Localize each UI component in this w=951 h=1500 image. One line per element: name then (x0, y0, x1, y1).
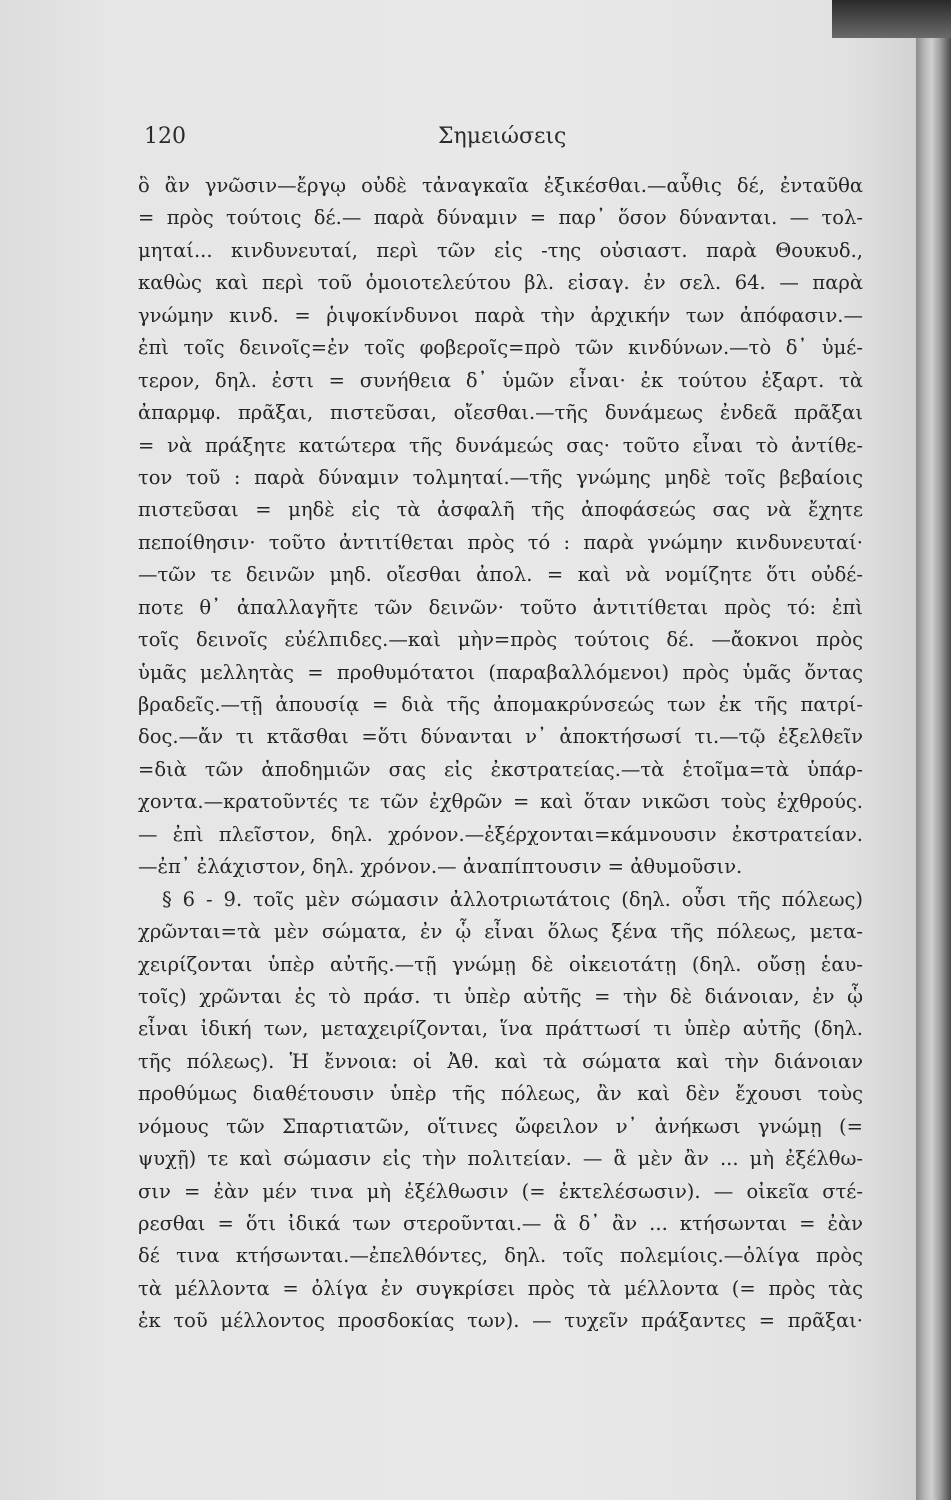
text-line: = νὰ πράξητε κατώτερα τῆς δυνάμεώς σας· τοῦτο εἶναι τὸ ἀντίθε- (138, 433, 863, 457)
text-line: ποτε θ᾽ ἀπαλλαγῆτε τῶν δεινῶν· τοῦτο ἀντιτίθεται πρὸς τό: ἐπὶ (138, 595, 863, 619)
text-line: ὃ ἂν γνῶσιν—ἔργῳ οὐδὲ τἀναγκαῖα ἐξικέσθαι.—αὖθις δέ, ἐνταῦθα (138, 174, 863, 197)
text-line: μηταί... κινδυνευταί, περὶ τῶν εἰς -της οὐσιαστ. παρὰ Θουκυδ., (138, 238, 863, 262)
text-line: =διὰ τῶν ἀποδημιῶν σας εἰς ἐκστρατείας.—τὰ ἑτοῖμα=τὰ ὑπάρ- (138, 757, 863, 781)
page-number: 120 (144, 124, 186, 149)
text-line: —τῶν τε δεινῶν μηδ. οἴεσθαι ἀπολ. = καὶ νὰ νομίζητε ὅτι οὐδέ- (138, 563, 863, 587)
text-line: § 6 - 9. τοῖς μὲν σώμασιν ἀλλοτριωτάτοις (δηλ. οὖσι τῆς πόλεως) (162, 887, 863, 911)
running-title: Σημειώσεις (438, 124, 567, 149)
text-line: δέ τινα κτήσωνται.—ἐπελθόντες, δηλ. τοῖς πολεμίοις.—ὀλίγα πρὸς (138, 1244, 863, 1268)
text-line: πιστεῦσαι = μηδὲ εἰς τὰ ἀσφαλῆ τῆς ἀποφάσεώς σας νὰ ἔχητε (138, 498, 863, 522)
text-line: δος.—ἄν τι κτᾶσθαι =ὅτι δύνανται ν᾽ ἀποκτήσωσί τι.—τῷ ἐξελθεῖν (138, 725, 863, 749)
text-line: τον τοῦ : παρὰ δύναμιν τολμηταί.—τῆς γνώμης μηδὲ τοῖς βεβαίοις (138, 465, 863, 489)
body-text (138, 170, 863, 1338)
text-line: νόμους τῶν Σπαρτιατῶν, οἵτινες ὤφειλον ν᾽ ἀνήκωσι γνώμῃ (= (138, 1114, 863, 1138)
scan-shadow (832, 0, 951, 38)
text-line: ρεσθαι = ὅτι ἰδικά των στεροῦνται.— ἃ δ᾽ ἂν ... κτήσωνται = ἐὰν (138, 1212, 863, 1235)
text-line: ψυχῇ) τε καὶ σώμασιν εἰς τὴν πολιτείαν. — ἃ μὲν ἂν ... μὴ ἐξέλθω- (138, 1147, 863, 1171)
running-head (138, 118, 863, 158)
text-line: τὰ μέλλοντα = ὀλίγα ἐν συγκρίσει πρὸς τὰ μέλλοντα (= πρὸς τὰς (138, 1276, 863, 1300)
text-line: χοντα.—κρατοῦντές τε τῶν ἐχθρῶν = καὶ ὅταν νικῶσι τοὺς ἐχθρούς. (138, 790, 863, 814)
text-line: καθὼς καὶ περὶ τοῦ ὁμοιοτελεύτου βλ. εἰσαγ. ἐν σελ. 64. — παρὰ (138, 271, 863, 295)
text-line: χρῶνται=τὰ μὲν σώματα, ἐν ᾧ εἶναι ὅλως ξένα τῆς πόλεως, μετα- (138, 920, 863, 944)
next-page-edge (916, 0, 951, 1500)
text-line: τοῖς δεινοῖς εὐέλπιδες.—καὶ μὴν=πρὸς τούτοις δέ. —ἄοκνοι πρὸς (138, 628, 863, 652)
text-line: τοῖς) χρῶνται ἐς τὸ πράσ. τι ὑπὲρ αὐτῆς = τὴν δὲ διάνοιαν, ἐν ᾧ (138, 984, 863, 1008)
text-line: = πρὸς τούτοις δέ.— παρὰ δύναμιν = παρ᾽ ὅσον δύνανται. — τολ- (138, 206, 863, 230)
text-line: —ἐπ᾽ ἐλάχιστον, δηλ. χρόνον.— ἀναπίπτουσιν = ἀθυμοῦσιν. (138, 855, 743, 879)
text-line: χειρίζονται ὑπὲρ αὐτῆς.—τῇ γνώμῃ δὲ οἰκειοτάτῃ (δηλ. οὔσῃ ἑαυ- (138, 952, 863, 976)
text-line: πεποίθησιν· τοῦτο ἀντιτίθεται πρὸς τό : παρὰ γνώμην κινδυνευταί· (138, 530, 863, 554)
text-line: τερον, δηλ. ἐστι = συνήθεια δ᾽ ὑμῶν εἶναι· ἐκ τούτου ἐξαρτ. τὰ (138, 368, 863, 392)
text-line: εἶναι ἰδική των, μεταχειρίζονται, ἵνα πράττωσί τι ὑπὲρ αὐτῆς (δηλ. (138, 1017, 863, 1041)
text-line: ἐπὶ τοῖς δεινοῖς=ἐν τοῖς φοβεροῖς=πρὸ τῶν κινδύνων.—τὸ δ᾽ ὑμέ- (138, 336, 863, 360)
text-line: βραδεῖς.—τῇ ἀπουσίᾳ = διὰ τῆς ἀπομακρύνσεώς των ἐκ τῆς πατρί- (138, 693, 863, 716)
text-line: — ἐπὶ πλεῖστον, δηλ. χρόνον.—ἐξέρχονται=κάμνουσιν ἐκστρατείαν. (138, 822, 863, 846)
text-line: προθύμως διαθέτουσιν ὑπὲρ τῆς πόλεως, ἂν καὶ δὲν ἔχουσι τοὺς (138, 1082, 863, 1106)
text-line: σιν = ἐὰν μέν τινα μὴ ἐξέλθωσιν (= ἐκτελέσωσιν). — οἰκεῖα στέ- (138, 1179, 863, 1203)
text-line: ὑμᾶς μελλητὰς = προθυμότατοι (παραβαλλόμενοι) πρὸς ὑμᾶς ὄντας (138, 660, 863, 684)
text-line: τῆς πόλεως). Ἡ ἔννοια: οἱ Ἀθ. καὶ τὰ σώματα καὶ τὴν διάνοιαν (138, 1049, 863, 1073)
text-line: ἐκ τοῦ μέλλοντος προσδοκίας των). — τυχεῖν πράξαντες = πρᾶξαι· (138, 1309, 863, 1333)
text-line: ἀπαρμφ. πρᾶξαι, πιστεῦσαι, οἴεσθαι.—τῆς δυνάμεως ἐνδεᾶ πρᾶξαι (138, 401, 863, 425)
text-line: γνώμην κινδ. = ῥιψοκίνδυνοι παρὰ τὴν ἀρχικήν των ἀπόφασιν.— (138, 303, 863, 327)
